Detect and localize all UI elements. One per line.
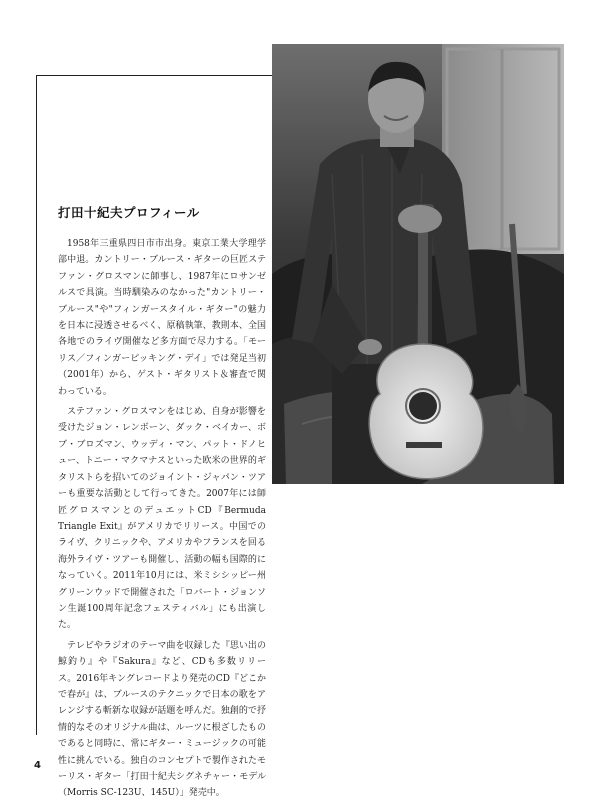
- frame-top-rule: [36, 75, 272, 76]
- profile-heading: 打田十紀夫プロフィール: [58, 205, 200, 220]
- artist-photo: [272, 44, 564, 484]
- profile-paragraph: テレビやラジオのテーマ曲を収録した『思い出の鯨釣り』や『Sakura』など、CDも多数リリース。2016年キングレコードより発売のCD『どこかで春が』は、ブルースのテクニックで日本の歌をアレンジする斬新な収録が話題を呼んだ。独創的で抒情的なそのオリジナル曲は、ルーツに根ざしたものであると同時に、常にギター・ミュージックの可能性に挑んでいる。独自のコンセプトで製作されたモーリス・ギター「打田十紀夫シグネチャー・モデル（Morris SC-123U、145U）」発売中。: [58, 640, 267, 799]
- profile-paragraph: ステファン・グロスマンをはじめ、自身が影響を受けたジョン・レンボーン、ダック・ベイカー、ボブ・ブロズマン、ウッディ・マン、パット・ドノヒュー、トニー・マクマナスといった欧米の世界的ギタリストらを招いてのジョイント・ジャパン・ツアーも重要な活動として行ってきた。2007年には師匠グロスマンとのデュエットCD『Bermuda Triangle Exit』がアメリカでリリース。中国でのライヴ、クリニックや、アメリカやフランスを回る海外ライヴ・ツアーも開催し、活動の幅も国際的になっていく。2011年10月には、米ミシシッピー州グリーンウッドで開催された「ロバート・ジョンソン生誕100周年記念フェスティバル」にも出演した。: [58, 407, 266, 631]
- page-number: 4: [34, 760, 41, 771]
- profile-body: [58, 236, 266, 806]
- profile-paragraph: 1958年三重県四日市市出身。東京工業大学理学部中退。カントリー・ブルース・ギターの巨匠ステファン・グロスマンに師事し、1987年にロサンゼルスで具演。当時馴染みのなかった"カントリー・ブルース"や"フィンガースタイル・ギター"の魅力を日本に浸透させるべく、原稿執筆、教則本、全国各地でのライヴ開催など多方面で尽力する。「モーリス／フィンガーピッキング・デイ」では発足当初（2001年）から、ゲスト・ギタリスト＆審査で関わっている。: [58, 239, 266, 397]
- frame-left-rule: [36, 75, 37, 735]
